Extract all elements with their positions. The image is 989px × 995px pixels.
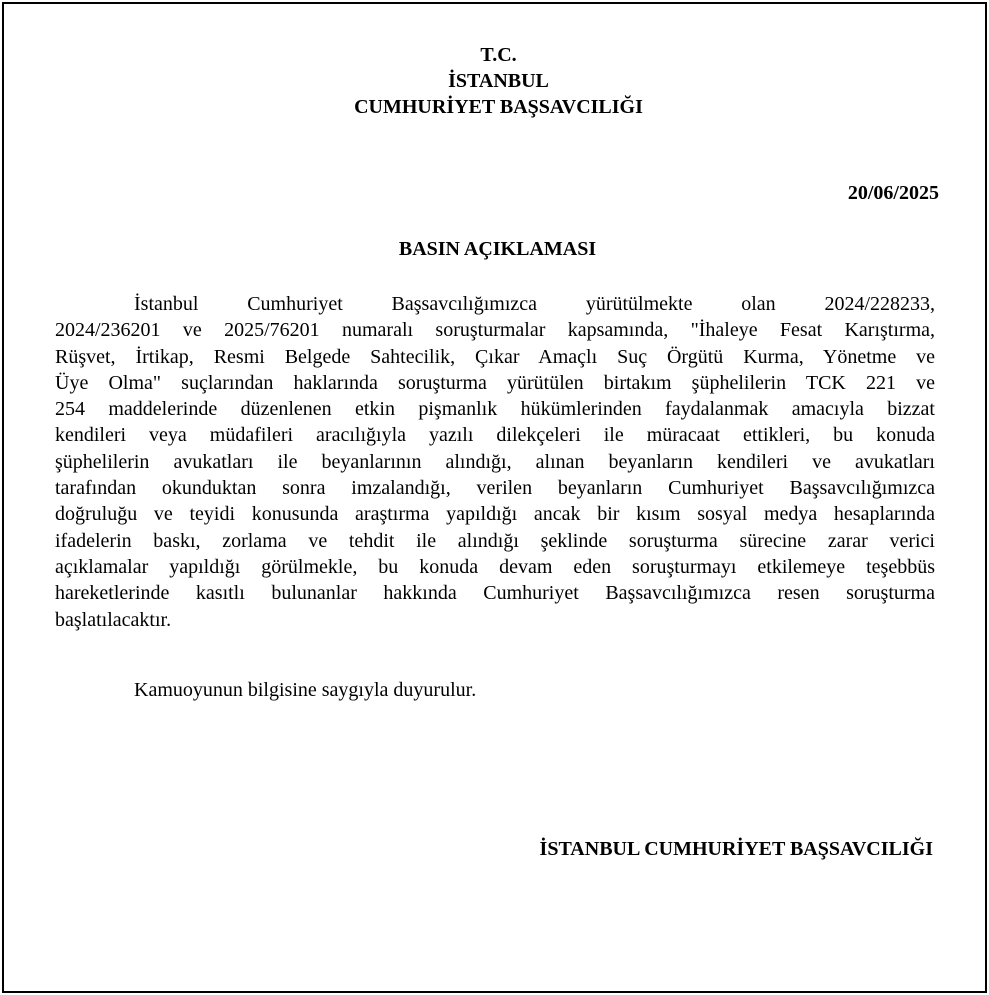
signature-block: İSTANBUL CUMHURİYET BAŞSAVCILIĞI [539, 838, 933, 860]
body-line: Üye Olma" suçlarından haklarında soruşturma yürütülen birtakım şüphelilerin TCK 221 ve [55, 371, 935, 394]
body-line: hareketlerinde kasıtlı bulunanlar hakkında Cumhuriyet Başsavcılığımızca resen soruşturma [55, 582, 935, 605]
document-date: 20/06/2025 [847, 182, 939, 204]
body-line: doğruluğu ve teyidi konusunda araştırma yapıldığı ancak bir kısım sosyal medya hesaplarında [55, 503, 935, 526]
body-line: şüphelilerin avukatları ile beyanlarının alındığı, alınan beyanların kendileri ve avukatları [55, 450, 935, 473]
letterhead-office: CUMHURİYET BAŞSAVCILIĞI [354, 96, 643, 118]
body-paragraph [55, 291, 935, 633]
body-line: tarafından okunduktan sonra imzalandığı, verilen beyanların Cumhuriyet Başsavcılığımızca [55, 477, 935, 500]
letterhead [8, 42, 989, 120]
closing-statement: Kamuoyunun bilgisine saygıyla duyurulur. [134, 679, 477, 701]
body-line: İstanbul Cumhuriyet Başsavcılığımızca yürütülmekte olan 2024/228233, [134, 293, 935, 315]
body-line: başlatılacaktır. [55, 608, 172, 631]
body-line: 254 maddelerinde düzenlenen etkin pişmanlık hükümlerinden faydalanmak amacıyla bizzat [55, 398, 935, 421]
body-line: kendileri veya müdafileri aracılığıyla yazılı dilekçeleri ile müracaat ettikleri, bu konuda [55, 424, 935, 447]
body-line: ifadelerin baskı, zorlama ve tehdit ile alındığı şeklinde soruşturma sürecine zarar verici [55, 529, 935, 552]
letterhead-country: T.C. [480, 44, 517, 66]
body-line: 2024/236201 ve 2025/76201 numaralı soruşturmalar kapsamında, "İhaleye Fesat Karıştırma, [55, 319, 935, 342]
body-line: açıklamalar yapıldığı görülmekle, bu konuda devam eden soruşturmayı etkilemeye teşebbüs [55, 555, 935, 578]
body-line: Rüşvet, İrtikap, Resmi Belgede Sahtecilik, Çıkar Amaçlı Suç Örgütü Kurma, Yönetme ve [55, 345, 935, 368]
letterhead-city: İSTANBUL [448, 70, 549, 92]
document-page [2, 2, 987, 993]
document-title: BASIN AÇIKLAMASI [398, 238, 597, 260]
